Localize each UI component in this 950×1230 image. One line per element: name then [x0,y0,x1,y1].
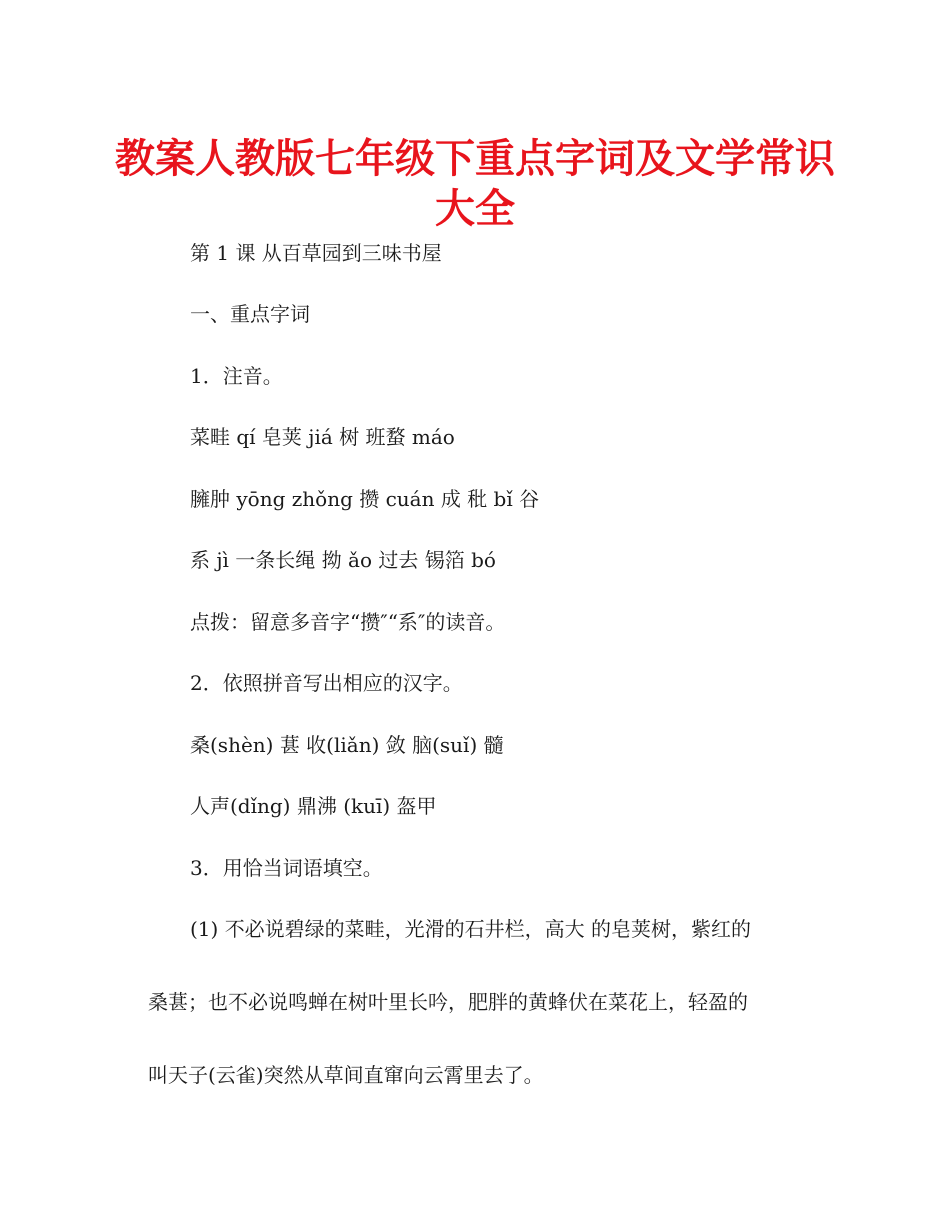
pinyin-line-1: 菜畦 qí 皂荚 jiá 树 班蝥 máo [190,425,455,449]
paragraph-line-1: (1) 不必说碧绿的菜畦，光滑的石井栏，高大 的皂荚树，紫红的 [190,917,752,941]
pinyin-line-2: 臃肿 yōng zhǒng 攒 cuán 成 秕 bǐ 谷 [190,487,540,511]
document-title-line-2: 大全 [435,186,515,232]
tip-line: 点拨：留意多音字“攒″“系″的读音。 [190,610,506,634]
lesson-heading: 第 1 课 从百草园到三味书屋 [190,241,442,265]
hanzi-line-1: 桑(shèn) 葚 收(liǎn) 敛 脑(suǐ) 髓 [190,733,504,757]
pinyin-line-3: 系 jì 一条长绳 拗 ǎo 过去 锡箔 bó [190,548,496,572]
paragraph-line-3: 叫天子(云雀)突然从草间直窜向云霄里去了。 [148,1063,544,1087]
paragraph-line-2: 桑葚；也不必说鸣蝉在树叶里长吟，肥胖的黄蜂伏在菜花上，轻盈的 [148,990,748,1014]
item-heading-3: 3．用恰当词语填空。 [190,856,383,880]
hanzi-line-2: 人声(dǐng) 鼎沸 (kuī) 盔甲 [190,794,437,818]
item-heading-1: 1．注音。 [190,364,283,388]
section-heading: 一、重点字词 [190,302,310,326]
item-heading-2: 2．依照拼音写出相应的汉字。 [190,671,463,695]
document-title-line-1: 教案人教版七年级下重点字词及文学常识 [115,136,835,182]
